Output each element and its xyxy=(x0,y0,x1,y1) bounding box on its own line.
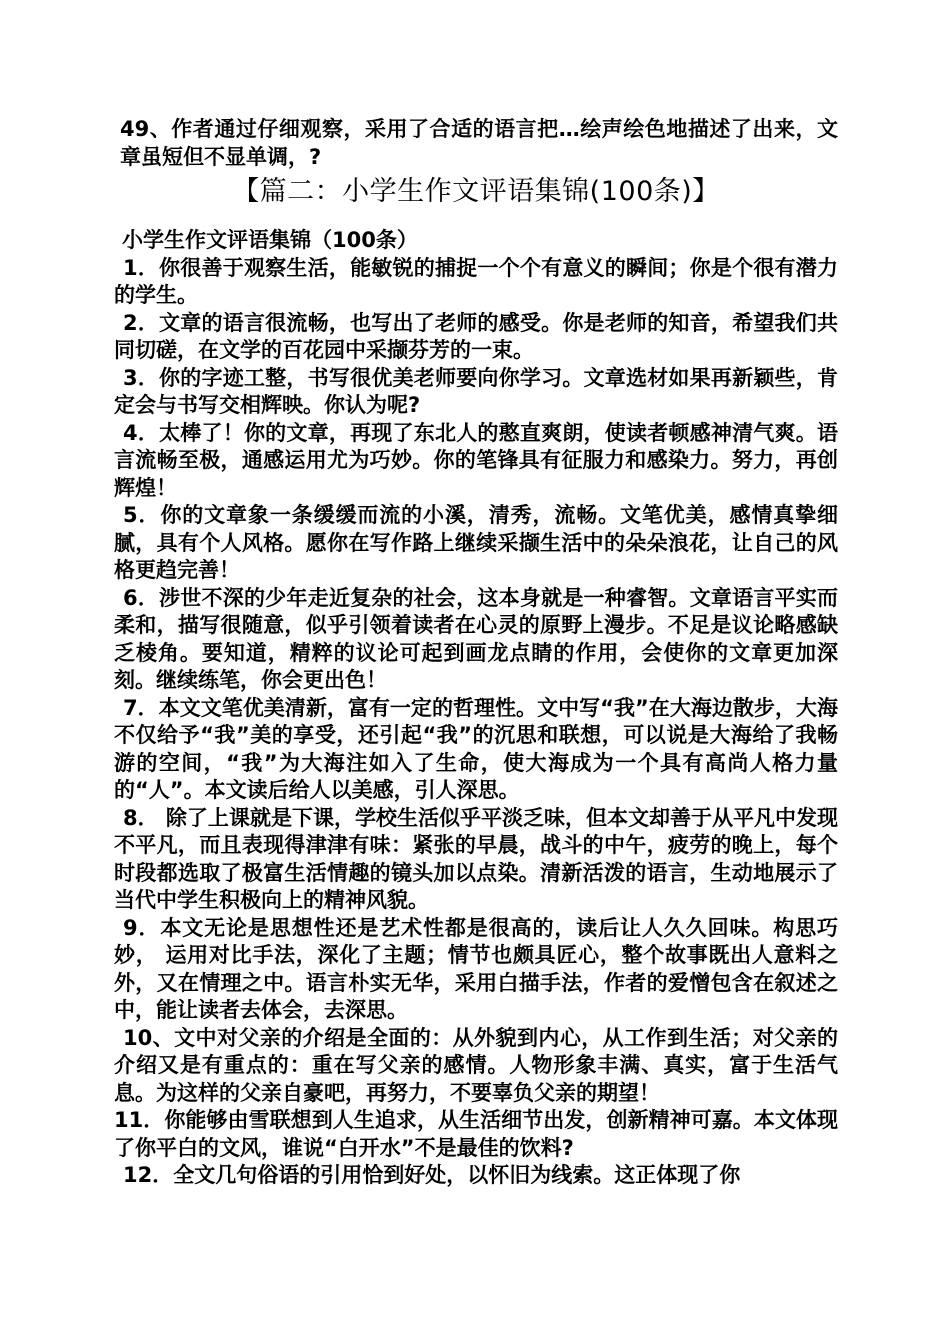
document-page xyxy=(114,116,838,1190)
comment-item: 8． 除了上课就是下课，学校生活似乎平淡乏味，但本文却善于从平凡中发现不平凡，而且表现得津津有味：紧张的早晨，战斗的中午，疲劳的晚上，每个时段都选取了极富生活情趣的镜头加以点染。清新活泼的语言，生动地展示了当代中学生积极向上的精神风貌。 xyxy=(114,805,838,912)
comment-item: 7．本文文笔优美清新，富有一定的哲理性。文中写“我”在大海边散步，大海不仅给予“我”美的享受，还引起“我”的沉思和联想，可以说是大海给了我畅游的空间，“我”为大海注如入了生命，使大海成为一个具有高尚人格力量的“人”。本文读后给人以美感，引人深思。 xyxy=(114,695,838,802)
list-title: 小学生作文评语集锦（100条） xyxy=(122,228,418,252)
comment-item: 12．全文几句俗语的引用恰到好处，以怀旧为线索。这正体现了你 xyxy=(123,1163,741,1187)
comment-item: 6．涉世不深的少年走近复杂的社会，这本身就是一种睿智。文章语言平实而柔和，描写很随意，似乎引领着读者在心灵的原野上漫步。不足是议论略感缺乏棱角。要知道，精粹的议论可起到画龙点睛的作用，会使你的文章更加深刻。继续练笔，你会更出色！ xyxy=(114,585,838,692)
intro-paragraph: 49、作者通过仔细观察，采用了合适的语言把…绘声绘色地描述了出来，文章虽短但不显单调，? xyxy=(120,117,838,169)
section-heading: 【篇二：小学生作文评语集锦(100条)】 xyxy=(232,176,720,207)
comment-item: 11．你能够由雪联想到人生追求，从生活细节出发，创新精神可嘉。本文体现了你平白的文风，谁说“白开水”不是最佳的饮料? xyxy=(114,1108,838,1160)
comment-item: 5．你的文章象一条缓缓而流的小溪，清秀，流畅。文笔优美，感情真挚细腻，具有个人风格。愿你在写作路上继续采撷生活中的朵朵浪花，让自己的风格更趋完善！ xyxy=(114,503,838,582)
comment-item: 3．你的字迹工整，书写很优美老师要向你学习。文章选材如果再新颖些，肯定会与书写交相辉映。你认为呢? xyxy=(114,365,838,417)
comment-item: 9．本文无论是思想性还是艺术性都是很高的，读后让人久久回味。构思巧妙， 运用对比手法，深化了主题；情节也颇具匠心，整个故事既出人意料之外，又在情理之中。语言朴实无华，采用白描手法，作者的爱憎包含在叙述之中，能让读者去体会，去深思。 xyxy=(114,915,838,1022)
comment-item: 1．你很善于观察生活，能敏锐的捕捉一个个有意义的瞬间；你是个很有潜力的学生。 xyxy=(114,255,838,307)
comment-item: 10、文中对父亲的介绍是全面的：从外貌到内心，从工作到生活；对父亲的介绍又是有重点的：重在写父亲的感情。人物形象丰满、真实，富于生活气息。为这样的父亲自豪吧，再努力，不要辜负父亲的期望！ xyxy=(114,1025,838,1105)
comment-list xyxy=(114,255,838,1190)
comment-item: 4．太棒了！你的文章，再现了东北人的憨直爽朗，使读者顿感神清气爽。语言流畅至极，通感运用尤为巧妙。你的笔锋具有征服力和感染力。努力，再创辉煌！ xyxy=(114,420,838,500)
comment-item: 2．文章的语言很流畅，也写出了老师的感受。你是老师的知音，希望我们共同切磋，在文学的百花园中采撷芬芳的一束。 xyxy=(114,310,838,362)
